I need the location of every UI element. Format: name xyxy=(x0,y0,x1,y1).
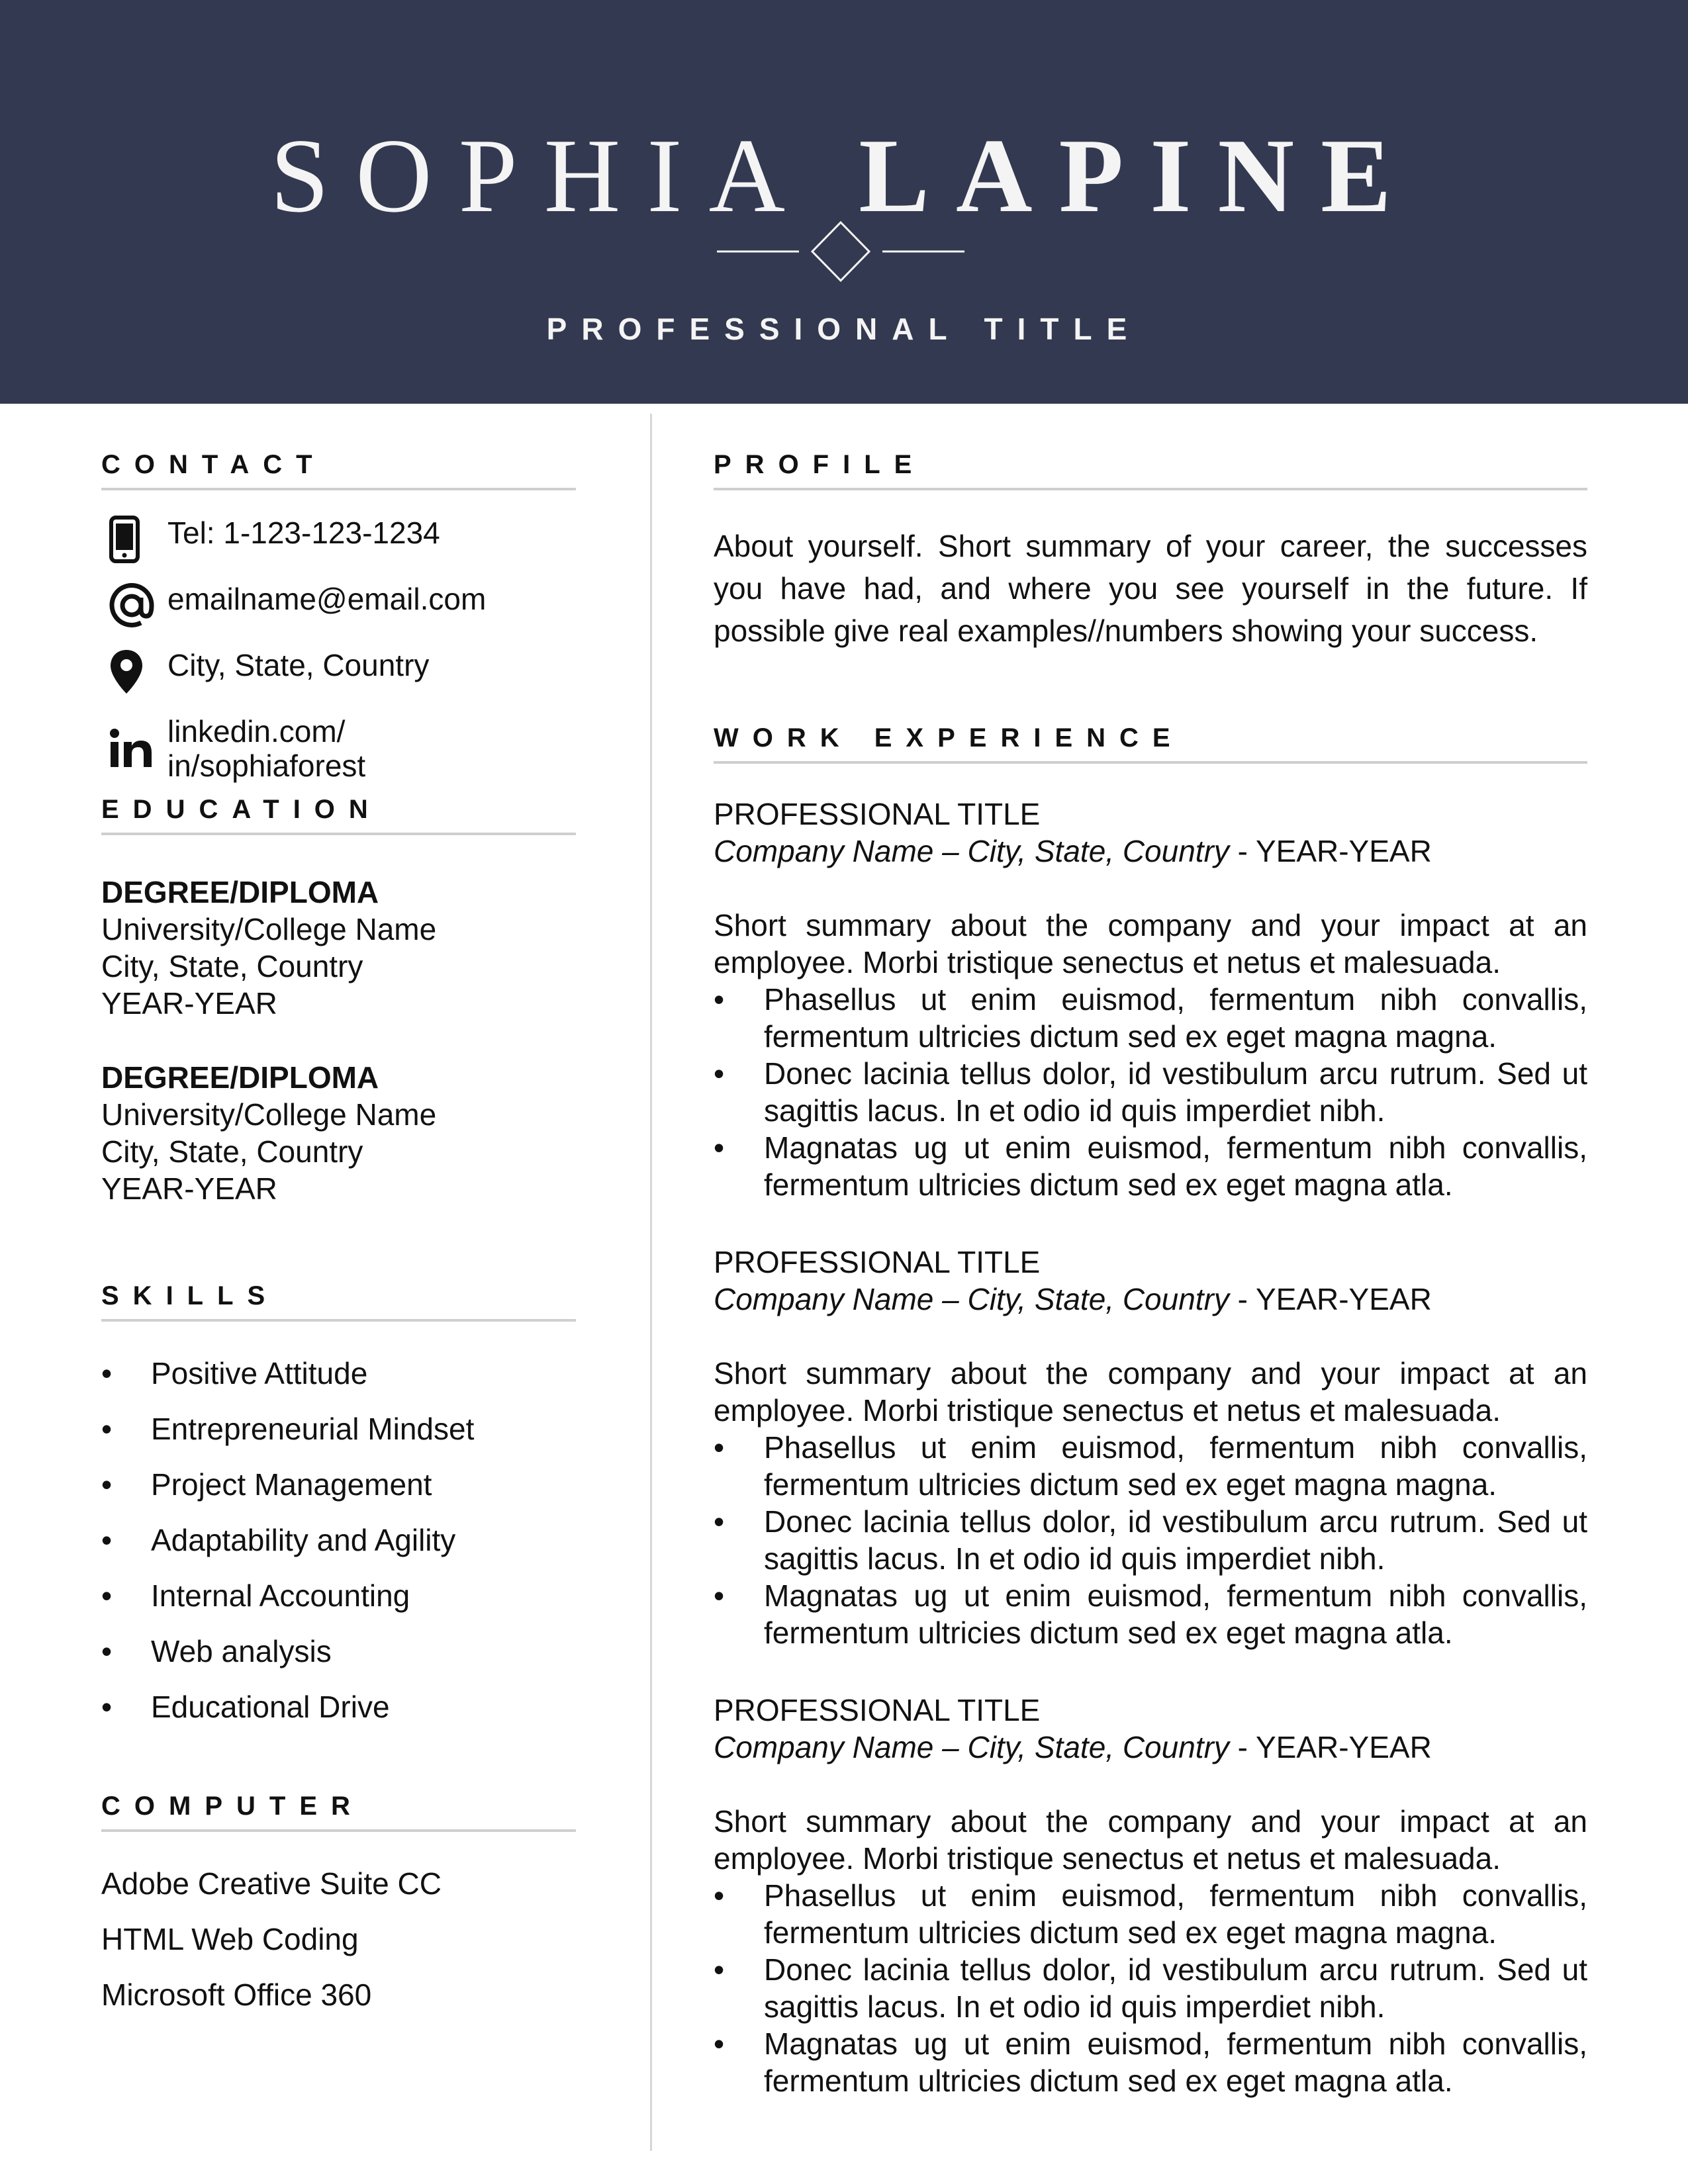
linkedin-icon xyxy=(101,714,167,783)
job-bullet: • Phasellus ut enim euismod, fermentum nibh convallis, fermentum ultricies dictum sed ex eget magna magna. xyxy=(714,1877,1587,1951)
school-location: City, State, Country xyxy=(101,949,363,983)
school-name: University/College Name xyxy=(101,1097,437,1132)
skill-item: • Adaptability and Agility xyxy=(101,1522,576,1577)
job-entry xyxy=(714,1244,1587,1651)
education-entry xyxy=(101,874,576,1022)
skill-item: • Web analysis xyxy=(101,1633,576,1688)
skill-item: • Educational Drive xyxy=(101,1688,576,1744)
job-bullet: • Magnatas ug ut enim euismod, fermentum nibh convallis, fermentum ultricies dictum sed ex eget magna atla. xyxy=(714,1129,1587,1203)
company-name: Company Name – City, State, Country xyxy=(714,1282,1229,1316)
job-bullets xyxy=(714,1429,1587,1651)
education-years: YEAR-YEAR xyxy=(101,986,277,1021)
email-link[interactable]: emailname@email.com xyxy=(167,582,487,616)
contact-phone-row xyxy=(101,516,576,582)
job-bullet: • Magnatas ug ut enim euismod, fermentum nibh convallis, fermentum ultricies dictum sed ex eget magna atla. xyxy=(714,2025,1587,2099)
left-column xyxy=(101,450,576,2032)
computer-skill-item: Adobe Creative Suite CC xyxy=(101,1866,442,1901)
last-name: LAPINE xyxy=(859,116,1418,234)
contact-list xyxy=(101,516,576,794)
job-bullet: • Donec lacinia tellus dolor, id vestibulum arcu rutrum. Sed ut sagittis lacus. In et odio id quis imperdiet nibh. xyxy=(714,1951,1587,2025)
computer-skill-item: HTML Web Coding xyxy=(101,1922,359,1956)
contact-heading: CONTACT xyxy=(101,450,576,490)
job-summary: Short summary about the company and your impact at an employee. Morbi tristique senectus et netus et malesuada. xyxy=(714,1356,1587,1428)
job-entry xyxy=(714,1692,1587,2099)
education-years: YEAR-YEAR xyxy=(101,1171,277,1206)
company-name: Company Name – City, State, Country xyxy=(714,1730,1229,1764)
diamond-divider-icon xyxy=(712,218,970,285)
school-name: University/College Name xyxy=(101,912,437,946)
location-text: City, State, Country xyxy=(167,648,430,682)
job-company-line xyxy=(714,1281,1587,1318)
job-bullets xyxy=(714,981,1587,1203)
job-years: - YEAR-YEAR xyxy=(1229,834,1432,868)
job-title: PROFESSIONAL TITLE xyxy=(714,1693,1041,1727)
school-location: City, State, Country xyxy=(101,1134,363,1169)
phone-icon xyxy=(101,516,167,563)
job-company-line xyxy=(714,1729,1587,1766)
work-experience-heading: WORK EXPERIENCE xyxy=(714,723,1587,764)
job-summary: Short summary about the company and your impact at an employee. Morbi tristique senectus et netus et malesuada. xyxy=(714,908,1587,979)
skills-heading: SKILLS xyxy=(101,1281,576,1322)
skill-item: • Entrepreneurial Mindset xyxy=(101,1410,576,1466)
linkedin-line-1: linkedin.com/ xyxy=(167,714,346,749)
resume-header xyxy=(0,0,1688,404)
profile-summary: About yourself. Short summary of your career, the successes you have had, and where you see yourself in the future. If possible give real examples//numbers showing your success. xyxy=(714,529,1587,648)
contact-linkedin-row xyxy=(101,714,576,794)
job-title: PROFESSIONAL TITLE xyxy=(714,797,1041,831)
skill-item: • Project Management xyxy=(101,1466,576,1522)
skill-item: • Positive Attitude xyxy=(101,1355,576,1410)
location-pin-icon xyxy=(101,648,167,696)
degree-title: DEGREE/DIPLOMA xyxy=(101,1060,379,1095)
professional-title: PROFESSIONAL TITLE xyxy=(546,312,1142,346)
computer-list xyxy=(101,1865,576,2032)
job-bullet: • Donec lacinia tellus dolor, id vestibulum arcu rutrum. Sed ut sagittis lacus. In et odio id quis imperdiet nibh. xyxy=(714,1055,1587,1129)
job-summary: Short summary about the company and your impact at an employee. Morbi tristique senectus et netus et malesuada. xyxy=(714,1804,1587,1876)
job-bullet: • Phasellus ut enim euismod, fermentum nibh convallis, fermentum ultricies dictum sed ex eget magna magna. xyxy=(714,981,1587,1055)
right-column xyxy=(714,450,1587,2099)
job-bullets xyxy=(714,1877,1587,2099)
job-bullet: • Donec lacinia tellus dolor, id vestibulum arcu rutrum. Sed ut sagittis lacus. In et odio id quis imperdiet nibh. xyxy=(714,1503,1587,1577)
job-bullet: • Phasellus ut enim euismod, fermentum nibh convallis, fermentum ultricies dictum sed ex eget magna magna. xyxy=(714,1429,1587,1503)
candidate-name xyxy=(0,116,1688,234)
skill-item: • Internal Accounting xyxy=(101,1577,576,1633)
profile-heading: PROFILE xyxy=(714,450,1587,490)
job-years: - YEAR-YEAR xyxy=(1229,1282,1432,1316)
company-name: Company Name – City, State, Country xyxy=(714,834,1229,868)
job-bullet: • Magnatas ug ut enim euismod, fermentum nibh convallis, fermentum ultricies dictum sed ex eget magna atla. xyxy=(714,1577,1587,1651)
job-title: PROFESSIONAL TITLE xyxy=(714,1245,1041,1279)
contact-email-row xyxy=(101,582,576,648)
education-heading: EDUCATION xyxy=(101,795,576,835)
education-entry xyxy=(101,1059,576,1207)
linkedin-link[interactable] xyxy=(167,714,365,783)
job-company-line xyxy=(714,833,1587,870)
contact-location-row xyxy=(101,648,576,714)
computer-skill-item: Microsoft Office 360 xyxy=(101,1978,372,2012)
skills-list xyxy=(101,1355,576,1744)
at-icon xyxy=(101,582,167,629)
phone-text: Tel: 1-123-123-1234 xyxy=(167,516,440,550)
computer-heading: COMPUTER xyxy=(101,1792,576,1832)
column-divider xyxy=(650,414,652,2151)
job-years: - YEAR-YEAR xyxy=(1229,1730,1432,1764)
degree-title: DEGREE/DIPLOMA xyxy=(101,875,379,909)
first-name: SOPHIA xyxy=(270,116,806,234)
job-entry xyxy=(714,796,1587,1203)
linkedin-line-2: in/sophiaforest xyxy=(167,749,366,783)
